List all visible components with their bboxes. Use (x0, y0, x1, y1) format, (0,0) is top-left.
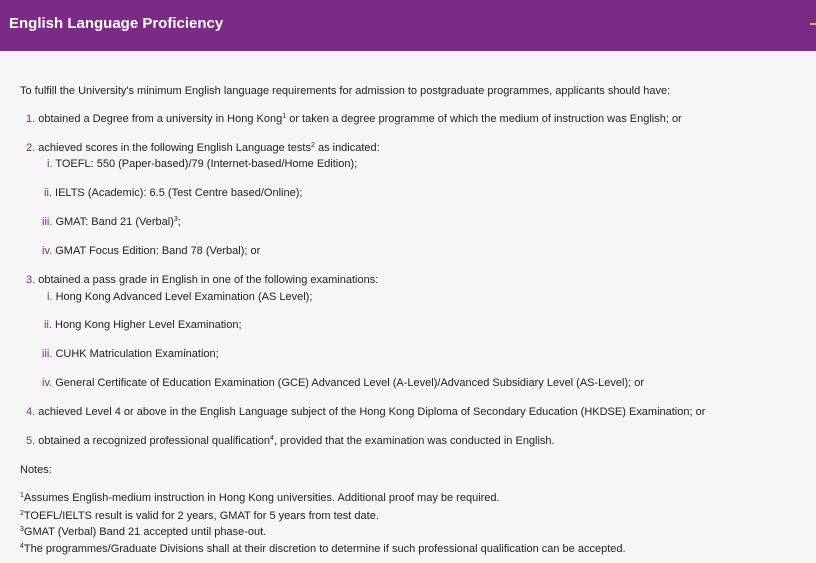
notes-label: Notes: (20, 464, 52, 476)
sub-list-item (47, 158, 357, 171)
section-title: English Language Proficiency (9, 15, 224, 32)
list-item (26, 274, 378, 287)
sub-list-number: iii. (42, 216, 53, 228)
list-item (26, 113, 682, 126)
footnote (20, 543, 626, 556)
list-item-text: achieved scores in the following English Language tests (38, 142, 311, 154)
list-item (26, 142, 380, 155)
sub-list-text: Hong Kong Advanced Level Examination (AS Level); (55, 291, 313, 303)
sub-list-number: ii. (44, 319, 52, 331)
footnote-ref: 1 (282, 113, 287, 120)
sub-list-item (47, 291, 312, 304)
sub-list-text: GMAT: Band 21 (Verbal) (55, 216, 174, 228)
sub-list-item (42, 348, 219, 361)
sub-list-text: TOEFL: 550 (Paper-based)/79 (Internet-based/Home Edition); (55, 158, 358, 170)
list-item (26, 406, 705, 419)
sub-list-item (42, 377, 644, 390)
list-item-text: achieved Level 4 or above in the English Language subject of the Hong Kong Diploma of Secondary Education (HKDSE) Examination; or (38, 406, 706, 418)
sub-list-number: i. (47, 291, 53, 303)
list-item-text: obtained a recognized professional qualification (38, 435, 271, 447)
list-number: 1. (26, 113, 36, 125)
sub-list-text: IELTS (Academic): 6.5 (Test Centre based/Online); (55, 187, 303, 199)
sub-list-number: iii. (42, 348, 53, 360)
list-number: 3. (26, 274, 36, 286)
sub-list-item (44, 319, 242, 332)
sub-list-number: ii. (44, 187, 52, 199)
sub-list-number: iv. (42, 245, 53, 257)
intro-text: To fulfill the University's minimum English language requirements for admission to postgraduate programmes, applicants should have: (20, 85, 671, 97)
sub-list-text: CUHK Matriculation Examination; (55, 348, 219, 360)
list-item-text: obtained a Degree from a university in Hong Kong (38, 113, 283, 125)
footnote (20, 526, 266, 539)
footnote-ref: 2 (310, 142, 315, 149)
footnote-marker: 4 (20, 543, 24, 550)
footnote-text: GMAT (Verbal) Band 21 accepted until phase-out. (23, 526, 267, 538)
list-number: 4. (26, 406, 36, 418)
list-item-text: as indicated: (314, 142, 380, 154)
footnote-text: The programmes/Graduate Divisions shall at their discretion to determine if such professional qualification can be accepted. (23, 543, 626, 555)
sub-list-item (42, 216, 181, 229)
footnote-marker: 2 (20, 510, 24, 517)
list-item-text: or taken a degree programme of which the medium of instruction was English; or (286, 113, 682, 125)
list-item (26, 435, 555, 448)
footnote-ref: 4 (270, 435, 274, 442)
sub-list-text: Hong Kong Higher Level Examination; (55, 319, 242, 331)
footnote-ref: 3 (173, 216, 178, 223)
footnote-marker: 3 (20, 526, 24, 533)
sub-list-item (44, 187, 302, 200)
footnote (20, 492, 500, 505)
list-number: 2. (26, 142, 36, 154)
sub-list-text: General Certificate of Education Examination (GCE) Advanced Level (A-Level)/Advanced Subsidiary Level (AS-Level); or (55, 377, 645, 389)
sub-list-number: i. (47, 158, 53, 170)
footnote-text: TOEFL/IELTS result is valid for 2 years, GMAT for 5 years from test date. (23, 510, 379, 522)
footnote-text: Assumes English-medium instruction in Hong Kong universities. Additional proof may be required. (23, 492, 500, 504)
sub-list-text: ; (177, 216, 181, 228)
list-number: 5. (26, 435, 36, 447)
sub-list-item (42, 245, 260, 258)
sub-list-text: GMAT Focus Edition: Band 78 (Verbal); or (55, 245, 261, 257)
footnote (20, 510, 379, 523)
list-item-text: obtained a pass grade in English in one of the following examinations: (38, 274, 379, 286)
list-item-text: , provided that the examination was conducted in English. (273, 435, 555, 447)
footnote-marker: 1 (20, 492, 24, 499)
sub-list-number: iv. (42, 377, 53, 389)
